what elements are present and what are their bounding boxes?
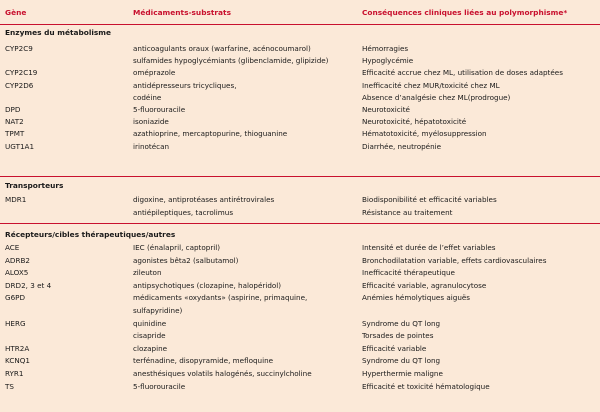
table-row bbox=[0, 281, 600, 293]
cell-consequence: Biodisponibilité et efficacité variables bbox=[362, 195, 497, 204]
section-title: Enzymes du métabolisme bbox=[5, 28, 112, 37]
header-gene: Gène bbox=[5, 8, 27, 17]
cell-consequence: Syndrome du QT long bbox=[362, 318, 441, 328]
cell-gene: CYP2D6 bbox=[5, 80, 34, 90]
cell-gene: RYR1 bbox=[5, 369, 24, 378]
cell-consequence: Efficacité variable, agranulocytose bbox=[362, 280, 487, 290]
cell-gene: TPMT bbox=[5, 129, 25, 139]
cell-drug: antiépileptiques, tacrolimus bbox=[133, 207, 234, 217]
cell-drug: anesthésiques volatils halogénés, succinylcholine bbox=[133, 369, 312, 378]
cell-consequence: Torsades de pointes bbox=[362, 331, 434, 341]
cell-drug: azathioprine, mercaptopurine, thioguanine bbox=[133, 129, 288, 139]
table-row bbox=[0, 68, 600, 80]
cell-consequence: Efficacité variable bbox=[362, 343, 427, 353]
table-row bbox=[0, 369, 600, 381]
table-row bbox=[0, 256, 600, 268]
cell-drug: 5-fluorouracile bbox=[133, 105, 186, 114]
cell-drug: anticoagulants oraux (warfarine, acénocoumarol) bbox=[133, 44, 311, 53]
cell-drug: codéine bbox=[133, 92, 162, 102]
cell-drug: 5-fluorouracile bbox=[133, 381, 186, 391]
cell-consequence: Bronchodilatation variable, effets cardiovasculaires bbox=[362, 255, 547, 265]
cell-consequence: Hématotoxicité, myélosuppression bbox=[362, 129, 487, 139]
table-row bbox=[0, 382, 600, 394]
cell-consequence: Intensité et durée de l’effet variables bbox=[362, 243, 496, 252]
cell-consequence: Anémies hémolytiques aiguës bbox=[362, 293, 471, 303]
cell-gene: KCNQ1 bbox=[5, 356, 30, 366]
table-row bbox=[0, 243, 600, 255]
table-row bbox=[0, 268, 600, 280]
cell-drug: médicaments «oxydants» (aspirine, primaquine, bbox=[133, 293, 308, 303]
cell-drug: oméprazole bbox=[133, 68, 176, 78]
table-row bbox=[0, 344, 600, 356]
cell-gene: CYP2C9 bbox=[5, 44, 33, 53]
cell-drug: irinotécan bbox=[133, 141, 170, 151]
table-header bbox=[0, 0, 600, 25]
table-row bbox=[0, 44, 600, 56]
table-row bbox=[0, 319, 600, 331]
table-row bbox=[0, 56, 600, 68]
cell-gene: MDR1 bbox=[5, 195, 27, 204]
cell-gene: HERG bbox=[5, 318, 26, 328]
section-title: Récepteurs/cibles thérapeutiques/autres bbox=[5, 230, 176, 239]
cell-gene: NAT2 bbox=[5, 117, 24, 127]
table-row bbox=[0, 293, 600, 305]
cell-drug: clozapine bbox=[133, 343, 168, 353]
cell-consequence: Neurotoxicité, hépatotoxicité bbox=[362, 117, 467, 127]
cell-drug: sulfapyridine) bbox=[133, 306, 183, 315]
table-row bbox=[0, 331, 600, 343]
table-row bbox=[0, 129, 600, 141]
header-consequences: Conséquences cliniques liées au polymorphisme* bbox=[362, 8, 568, 17]
cell-consequence: Diarrhée, neutropénie bbox=[362, 141, 442, 151]
cell-gene: CYP2C19 bbox=[5, 68, 38, 78]
cell-drug: antipsychotiques (clozapine, halopéridol) bbox=[133, 280, 282, 290]
cell-drug: quinidine bbox=[133, 318, 167, 328]
cell-consequence: Efficacité et toxicité hématologique bbox=[362, 381, 490, 391]
table-row bbox=[0, 356, 600, 368]
cell-gene: HTR2A bbox=[5, 343, 30, 353]
section-separator bbox=[0, 176, 600, 177]
cell-consequence: Syndrome du QT long bbox=[362, 356, 441, 366]
cell-consequence: Hypoglycémie bbox=[362, 56, 414, 66]
table-row bbox=[0, 105, 600, 117]
cell-drug: sulfamides hypoglycémiants (glibenclamide, glipizide) bbox=[133, 56, 329, 66]
cell-consequence: Inefficacité thérapeutique bbox=[362, 268, 455, 278]
cell-consequence: Hyperthermie maligne bbox=[362, 369, 443, 378]
header-drugs: Médicaments-substrats bbox=[133, 8, 231, 17]
section-title: Transporteurs bbox=[5, 181, 64, 190]
cell-gene: G6PD bbox=[5, 293, 26, 303]
cell-consequence: Neurotoxicité bbox=[362, 105, 410, 114]
table-row bbox=[0, 93, 600, 105]
cell-drug: terfénadine, disopyramide, mefloquine bbox=[133, 356, 274, 366]
cell-gene: ACE bbox=[5, 243, 20, 252]
cell-drug: agonistes bêta2 (salbutamol) bbox=[133, 255, 239, 265]
cell-drug: antidépresseurs tricycliques, bbox=[133, 80, 237, 90]
cell-gene: ALOX5 bbox=[5, 268, 29, 278]
section-separator bbox=[0, 223, 600, 224]
table-row bbox=[0, 208, 600, 220]
cell-gene: DPD bbox=[5, 105, 21, 114]
table-row bbox=[0, 81, 600, 93]
cell-consequence: Hémorragies bbox=[362, 44, 409, 53]
cell-drug: IEC (énalapril, captopril) bbox=[133, 243, 221, 252]
table-row bbox=[0, 142, 600, 154]
cell-consequence: Absence d’analgésie chez ML(prodrogue) bbox=[362, 92, 511, 102]
cell-gene: UGT1A1 bbox=[5, 141, 35, 151]
cell-drug: zileuton bbox=[133, 268, 162, 278]
cell-consequence: Inefficacité chez MUR/toxicité chez ML bbox=[362, 80, 500, 90]
table-row bbox=[0, 195, 600, 207]
cell-drug: cisapride bbox=[133, 331, 166, 341]
cell-consequence: Efficacité accrue chez ML, utilisation de doses adaptées bbox=[362, 68, 563, 78]
cell-gene: DRD2, 3 et 4 bbox=[5, 280, 52, 290]
cell-gene: TS bbox=[5, 381, 14, 391]
table-row bbox=[0, 117, 600, 129]
cell-drug: isoniazide bbox=[133, 117, 169, 127]
cell-gene: ADRB2 bbox=[5, 255, 30, 265]
table-row bbox=[0, 306, 600, 318]
cell-consequence: Résistance au traitement bbox=[362, 207, 453, 217]
cell-drug: digoxine, antiprotéases antirétrovirales bbox=[133, 195, 275, 204]
